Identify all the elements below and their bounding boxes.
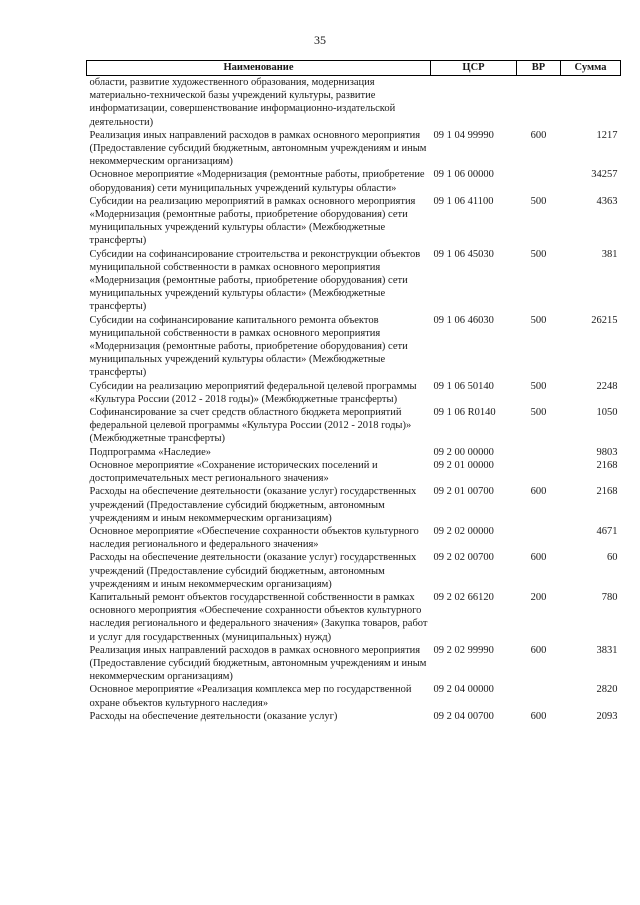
row-sum: 1217: [596, 129, 618, 141]
row-name: Субсидии на софинансирование капитального ремонта объектов муниципальной собственности в рамках основного мероприятия «Модернизация (ремонтные работы, приобретение оборудования) сети муниципальных учреждений культуры области» (Межбюджетные трансферты): [89, 314, 408, 379]
header-name: Наименование: [87, 61, 431, 76]
table-row: [87, 129, 621, 169]
table-row: [87, 551, 621, 591]
row-vr: [517, 683, 561, 709]
table-row: [87, 525, 621, 551]
row-sum: 34257: [591, 169, 618, 181]
row-name: Субсидии на реализацию мероприятий федеральной целевой программы «Культура России (2012 - 2018 годы)» (Межбюджетные трансферты): [89, 380, 417, 405]
row-csr: 09 2 00 00000: [433, 446, 494, 458]
row-name: Реализация иных направлений расходов в рамках основного мероприятия (Предоставление субсидий бюджетным, автономным учреждениям и иным некоммерческим организациям): [89, 644, 427, 683]
row-csr: 09 2 02 00700: [433, 552, 494, 564]
row-csr: 09 1 06 50140: [433, 380, 494, 392]
row-name: Расходы на обеспечение деятельности (оказание услуг) государственных учреждений (Предоставление субсидий бюджетным, автономным учреждениям и иным некоммерческим организациям): [89, 552, 417, 590]
row-name: Субсидии на софинансирование строительства и реконструкции объектов муниципальной собственности в рамках основного мероприятия «Модернизация (ремонтные работы, приобретение оборудования) сети муниципальных учреждений культуры области» (Межбюджетные трансферты): [89, 248, 421, 313]
row-vr: 200: [530, 591, 547, 603]
budget-table: [86, 60, 621, 723]
row-vr: [517, 168, 561, 194]
row-sum: 2168: [596, 459, 618, 471]
row-csr: 09 2 02 00000: [433, 525, 494, 537]
row-sum: 2248: [596, 380, 618, 392]
table-body: [87, 76, 621, 723]
row-sum: 780: [601, 591, 618, 603]
table-row: [87, 644, 621, 684]
row-sum: 381: [601, 248, 618, 260]
row-vr: 600: [530, 552, 547, 564]
row-sum: [561, 76, 621, 129]
row-vr: 500: [530, 195, 547, 207]
table-row: [87, 380, 621, 406]
table-row: [87, 485, 621, 525]
row-name: Основное мероприятие «Сохранение исторических поселений и достопримечательных мест регионального значения»: [89, 459, 378, 485]
row-csr: 09 2 04 00700: [433, 710, 494, 722]
row-name: области, развитие художественного образования, модернизация материально-технической базы учреждений культуры, развитие информатизации, совершенствование информационно-издательской деятельности): [89, 77, 396, 128]
row-name: Подпрограмма «Наследие»: [89, 446, 211, 458]
row-vr: [517, 446, 561, 459]
row-vr: 600: [530, 644, 547, 656]
row-csr: 09 2 01 00000: [433, 459, 494, 471]
row-csr: 09 1 06 R0140: [433, 407, 496, 419]
row-name: Субсидии на реализацию мероприятий в рамках основного мероприятия «Модернизация (ремонтные работы, приобретение оборудования) сети муниципальных учреждений культуры области» (Межбюджетные трансферты): [89, 195, 416, 247]
row-name: Основное мероприятие «Модернизация (ремонтные работы, приобретение оборудования) сети муниципальных учреждений культуры области»: [89, 169, 425, 194]
row-vr: 600: [530, 129, 547, 141]
row-csr: 09 1 06 46030: [433, 314, 494, 326]
table-row: [87, 406, 621, 446]
row-name: Реализация иных направлений расходов в рамках основного мероприятия (Предоставление субсидий бюджетным, автономным учреждениям и иным некоммерческим организациям): [89, 129, 427, 168]
table-row: [87, 591, 621, 644]
table-row: [87, 683, 621, 709]
row-csr: 09 1 06 45030: [433, 248, 494, 260]
table-row: [87, 195, 621, 248]
row-sum: 2820: [596, 684, 618, 696]
row-vr: 500: [530, 314, 547, 326]
table-row: [87, 710, 621, 723]
row-sum: 60: [607, 552, 618, 564]
row-sum: 26215: [591, 314, 618, 326]
row-name: Расходы на обеспечение деятельности (оказание услуг) государственных учреждений (Предоставление субсидий бюджетным, автономным учреждениям и иным некоммерческим организациям): [89, 486, 417, 524]
row-sum: 2093: [596, 710, 618, 722]
table-row: [87, 446, 621, 459]
header-csr: ЦСР: [431, 61, 517, 76]
row-name: Расходы на обеспечение деятельности (оказание услуг): [89, 710, 338, 722]
row-vr: 500: [530, 407, 547, 419]
row-name: Основное мероприятие «Обеспечение сохранности объектов культурного наследия регионального и федерального значения»: [89, 525, 419, 551]
row-csr: 09 2 02 66120: [433, 591, 494, 603]
row-csr: 09 1 06 00000: [433, 169, 494, 181]
row-vr: 500: [530, 380, 547, 392]
table-header: [87, 61, 621, 76]
row-vr: [517, 525, 561, 551]
row-sum: 2168: [596, 486, 618, 498]
row-name: Софинансирование за счет средств областного бюджета мероприятий федеральной целевой программы «Культура России (2012 - 2018 годы)» (Межбюджетные трансферты): [89, 407, 412, 445]
table-row: [87, 76, 621, 129]
row-csr: 09 1 04 99990: [433, 129, 494, 141]
table-row: [87, 459, 621, 485]
header-vr: ВР: [517, 61, 561, 76]
row-vr: [517, 76, 561, 129]
header-sum: Сумма: [561, 61, 621, 76]
table-row: [87, 168, 621, 194]
row-sum: 9803: [596, 446, 618, 458]
row-vr: 600: [530, 710, 547, 722]
table-row: [87, 248, 621, 314]
row-csr: 09 1 06 41100: [433, 195, 494, 207]
row-vr: 600: [530, 486, 547, 498]
row-sum: 1050: [596, 407, 618, 419]
row-csr: 09 2 04 00000: [433, 684, 494, 696]
row-csr: 09 2 01 00700: [433, 486, 494, 498]
row-vr: 500: [530, 248, 547, 260]
row-csr: 09 2 02 99990: [433, 644, 494, 656]
table-row: [87, 314, 621, 380]
page-number: 35: [314, 33, 326, 47]
row-sum: 4363: [596, 195, 618, 207]
row-name: Капитальный ремонт объектов государственной собственности в рамках основного мероприятия «Обеспечение сохранности объектов культурного наследия регионального и федерального значения» (Закупка товаров, работ и услуг для государственных (муниципальных) нужд): [89, 591, 428, 643]
row-sum: 3831: [596, 644, 618, 656]
row-vr: [517, 459, 561, 485]
row-csr: [431, 76, 517, 129]
row-sum: 4671: [596, 525, 618, 537]
row-name: Основное мероприятие «Реализация комплекса мер по государственной охране объектов культурного наследия»: [89, 684, 412, 709]
